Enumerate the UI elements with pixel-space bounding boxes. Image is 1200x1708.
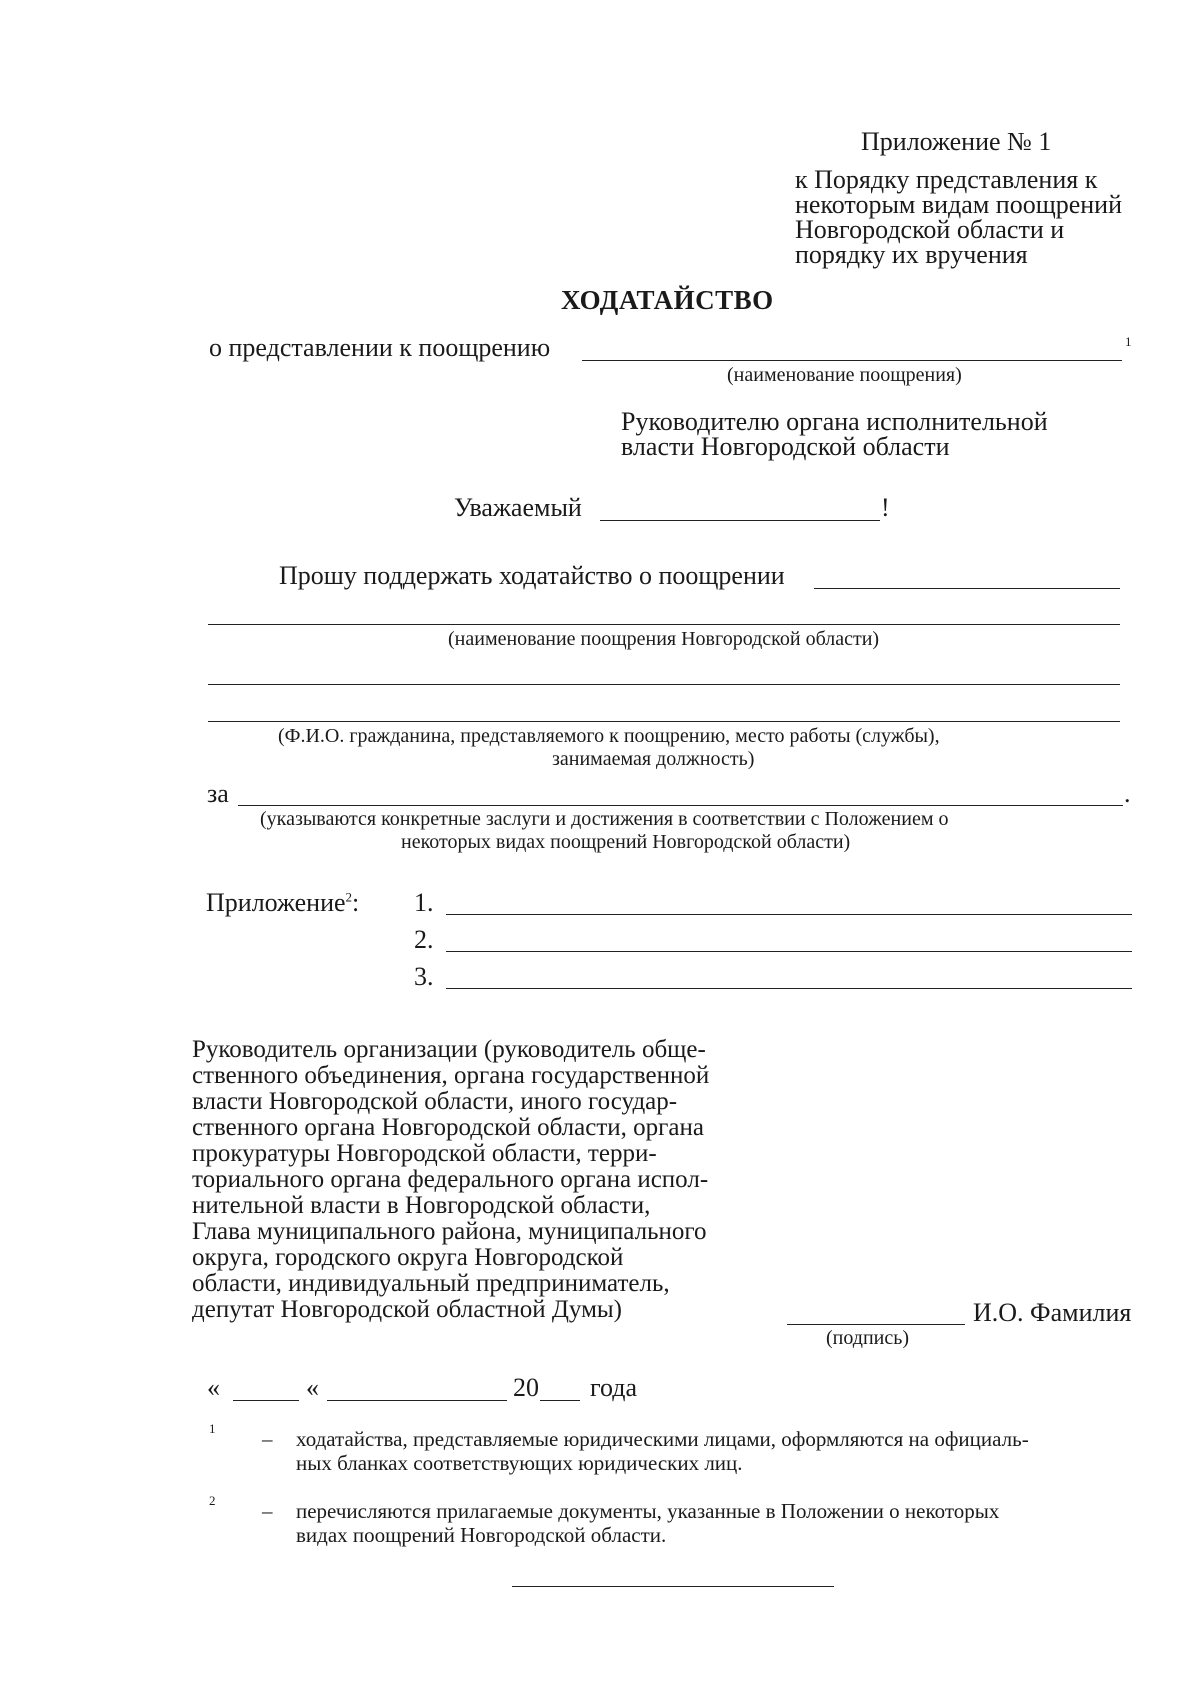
signature-caption: (подпись) [826, 1327, 910, 1349]
date-quote-close: « [306, 1373, 319, 1402]
signer-line: ственного объединения, органа государственной [192, 1062, 710, 1089]
attachments-colon: : [352, 888, 360, 917]
attachment-blank-3[interactable] [446, 988, 1132, 989]
attachment-blank-2[interactable] [446, 951, 1132, 952]
person-blank-2[interactable] [208, 721, 1120, 722]
attachments-label [206, 889, 359, 917]
signer-name: И.О. Фамилия [973, 1298, 1132, 1327]
person-blank-1[interactable] [208, 684, 1120, 685]
attachment-blank-1[interactable] [446, 914, 1132, 915]
date-year-blank[interactable] [540, 1400, 580, 1401]
document-title: ХОДАТАЙСТВО [561, 285, 774, 315]
greeting: Уважаемый [454, 493, 582, 522]
signer-line: депутат Новгородской областной Думы) [192, 1296, 623, 1323]
merits-caption: некоторых видах поощрений Новгородской области) [401, 831, 851, 853]
signer-line: Руководитель организации (руководитель обще- [192, 1036, 706, 1063]
greeting-name-blank[interactable] [600, 520, 880, 521]
footnote-dash: – [262, 1499, 273, 1523]
footnote-text: ных бланках соответствующих юридических лиц. [296, 1451, 743, 1475]
footnote-text: видах поощрений Новгородской области. [296, 1523, 667, 1547]
merits-caption: (указываются конкретные заслуги и достижения в соответствии с Положением о [260, 808, 949, 830]
attachment-number: 3. [414, 962, 434, 991]
footnote-mark: 2 [209, 1493, 216, 1508]
date-month-blank[interactable] [327, 1400, 507, 1401]
date-year-prefix: 20 [513, 1373, 539, 1402]
signature-blank[interactable] [787, 1324, 965, 1325]
appendix-title: Приложение № 1 [861, 127, 1052, 156]
signer-line: власти Новгородской области, иного государ- [192, 1088, 678, 1115]
footnote-dash: – [262, 1427, 273, 1451]
attachments-label-text: Приложение [206, 888, 346, 917]
appendix-line: некоторым видам поощрений [795, 190, 1122, 219]
person-caption: (Ф.И.О. гражданина, представляемого к поощрению, место работы (службы), [278, 725, 940, 747]
signer-line: Глава муниципального района, муниципального [192, 1218, 707, 1245]
footnote-text: ходатайства, представляемые юридическими лицами, оформляются на официаль- [296, 1427, 1029, 1451]
appendix-line: к Порядку представления к [795, 165, 1098, 194]
addressee-line: Руководителю органа исполнительной [621, 407, 1048, 436]
subtitle: о представлении к поощрению [209, 333, 551, 362]
appendix-line: порядку их вручения [795, 240, 1028, 269]
greeting-exclamation: ! [881, 493, 890, 522]
award-name-caption: (наименование поощрения) [727, 364, 962, 386]
appendix-line: Новгородской области и [795, 215, 1065, 244]
date-year-suffix: года [590, 1373, 638, 1402]
award-name-blank[interactable] [582, 360, 1122, 361]
signer-line: округа, городского округа Новгородской [192, 1244, 624, 1271]
award-caption: (наименование поощрения Новгородской области) [448, 628, 880, 650]
attachments-footnote-mark: 2 [345, 889, 353, 905]
signer-line: прокуратуры Новгородской области, терри- [192, 1140, 657, 1167]
addressee-line: власти Новгородской области [621, 432, 950, 461]
attachment-number: 1. [414, 888, 434, 917]
footnote-mark: 1 [209, 1421, 216, 1436]
signer-line: области, индивидуальный предприниматель, [192, 1270, 670, 1297]
signer-line: ториального органа федерального органа испол- [192, 1166, 709, 1193]
for-label: за [207, 779, 229, 808]
signer-line: ственного органа Новгородской области, органа [192, 1114, 704, 1141]
closing-separator [512, 1586, 834, 1587]
footnote-text: перечисляются прилагаемые документы, указанные в Положении о некоторых [296, 1499, 1000, 1523]
merits-blank[interactable] [238, 805, 1123, 806]
award-blank-full[interactable] [208, 624, 1120, 625]
request-text: Прошу поддержать ходатайство о поощрении [279, 561, 785, 590]
merits-period: . [1124, 779, 1131, 808]
date-quote-open: « [207, 1373, 220, 1402]
attachment-number: 2. [414, 925, 434, 954]
award-blank-end[interactable] [814, 588, 1120, 589]
signer-line: нительной власти в Новгородской области, [192, 1192, 651, 1219]
date-day-blank[interactable] [233, 1400, 299, 1401]
person-caption: занимаемая должность) [552, 748, 755, 770]
footnote-mark-1: 1 [1125, 334, 1132, 349]
